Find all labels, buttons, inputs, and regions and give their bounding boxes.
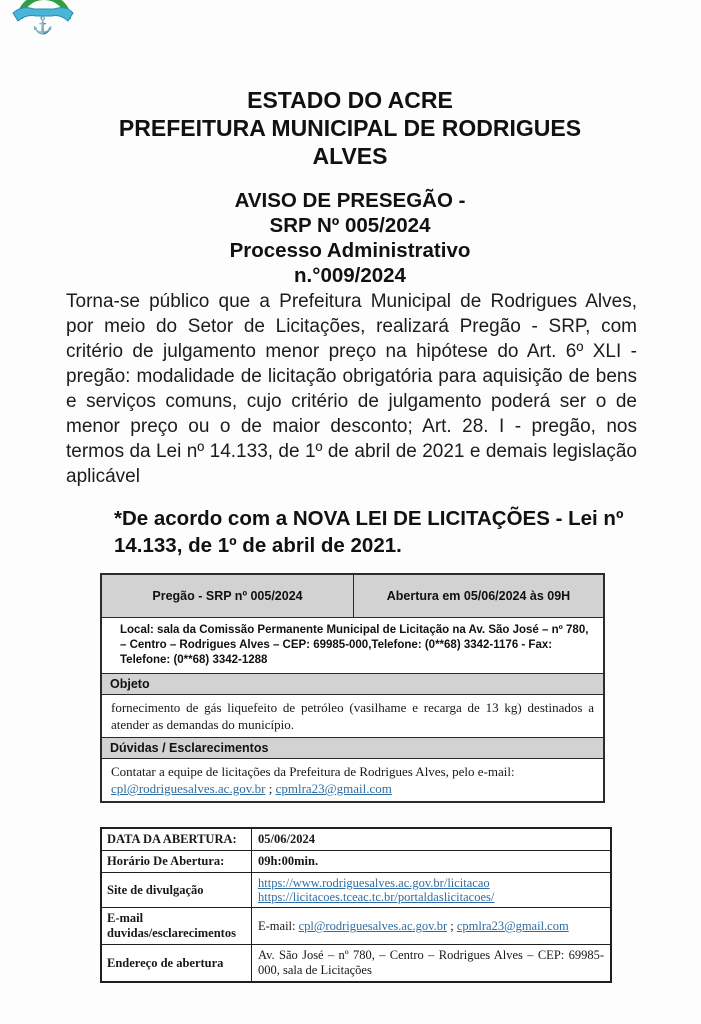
table-row: [102, 829, 610, 850]
objeto-section-header: Objeto: [102, 673, 603, 694]
email-duvidas-value: [252, 908, 610, 944]
email-prefix: E-mail:: [258, 919, 299, 933]
org-title-line: ESTADO DO ACRE: [247, 87, 453, 113]
abertura-datetime-cell: Abertura em 05/06/2024 às 09H: [386, 589, 571, 603]
pregao-number-cell: Pregão - SRP nº 005/2024: [102, 575, 354, 617]
cpl-email-link[interactable]: cpl@rodriguesalves.ac.gov.br: [111, 781, 266, 796]
anchor-icon: ⚓: [32, 16, 54, 35]
objeto-text-cell: fornecimento de gás liquefeito de petróleo (vasilhame e recarga de 13 kg) destinados a atender as demandas do município.: [102, 694, 603, 737]
info-table-header-row: [102, 575, 603, 617]
email-separator-2: ;: [447, 919, 457, 933]
email-separator: ;: [265, 781, 276, 796]
pregao-info-table: [100, 573, 605, 803]
subtitle-line: AVISO DE PRESEGÃO -: [234, 189, 466, 212]
crest-graphic: [12, 0, 74, 37]
notice-body-paragraph: Torna-se público que a Prefeitura Municipal de Rodrigues Alves, por meio do Setor de Licitações, realizará Pregão - SRP, com critério de julgamento menor preço na hipótese do Art. 6º XLI - pregão: modalidade de licitação obrigatória para aquisição de bens e serviços comuns, cujo critério de julgamento poderá ser o de menor preço ou o de maior desconto; Art. 28. I - pregão, nos termos da Lei nº 14.133, de 1º de abril de 2021 e demais legislação aplicável: [66, 291, 637, 487]
data-abertura-label: DATA DA ABERTURA:: [102, 829, 252, 850]
endereco-abertura-label: Endereço de abertura: [102, 945, 252, 981]
schedule-table: [100, 827, 612, 983]
horario-abertura-label: Horário De Abertura:: [102, 851, 252, 872]
subtitle-line: SRP Nº 005/2024: [269, 214, 431, 237]
subtitle-line: Processo Administrativo: [229, 239, 471, 262]
email-label-line: duvidas/esclarecimentos: [107, 926, 236, 940]
duvidas-contact-text: Contatar a equipe de licitações da Prefeitura de Rodrigues Alves, pelo e-mail:: [111, 764, 515, 779]
gmail-email-link[interactable]: cpmlra23@gmail.com: [275, 781, 392, 796]
endereco-abertura-value: Av. São José – nº 780, – Centro – Rodrigues Alves – CEP: 69985-000, sala de Licitações: [258, 948, 604, 977]
email-label-line: E-mail: [107, 911, 144, 925]
site-link-rodriguesalves[interactable]: https://www.rodriguesalves.ac.gov.br/licitacao: [258, 876, 490, 890]
table-row: [102, 850, 610, 872]
org-title: [50, 86, 650, 170]
site-divulgacao-label: Site de divulgação: [102, 873, 252, 907]
site-link-tceac[interactable]: https://licitacoes.tceac.tc.br/portaldaslicitacoes/: [258, 890, 495, 904]
duvidas-text-cell: [102, 758, 603, 801]
org-title-line: PREFEITURA MUNICIPAL DE RODRIGUES: [118, 115, 582, 141]
gmail-email-link-2[interactable]: cpmlra23@gmail.com: [456, 919, 569, 933]
org-title-line: ALVES: [312, 143, 388, 169]
email-duvidas-label: [102, 908, 252, 944]
municipal-crest-logo: [12, 0, 74, 37]
site-divulgacao-value: [252, 873, 610, 907]
duvidas-section-header: Dúvidas / Esclarecimentos: [102, 737, 603, 758]
table-row: [102, 907, 610, 944]
table-row: [102, 944, 610, 981]
notice-subtitle: [80, 188, 620, 288]
data-abertura-value: 05/06/2024: [258, 832, 315, 846]
law-note: *De acordo com a NOVA LEI DE LICITAÇÕES - Lei nº 14.133, de 1º de abril de 2021.: [114, 507, 624, 557]
local-cell: Local: sala da Comissão Permanente Municipal de Licitação na Av. São José – nº 780, – Centro – Rodrigues Alves – CEP: 69985-000,Telefone: (0**68) 3342-1176 - Fax: Telefone: (0**68) 3342-1288: [102, 617, 603, 673]
table-row: [102, 872, 610, 907]
horario-abertura-value: 09h:00min.: [258, 854, 319, 868]
cpl-email-link-2[interactable]: cpl@rodriguesalves.ac.gov.br: [298, 919, 448, 933]
subtitle-line: n.°009/2024: [294, 264, 406, 287]
